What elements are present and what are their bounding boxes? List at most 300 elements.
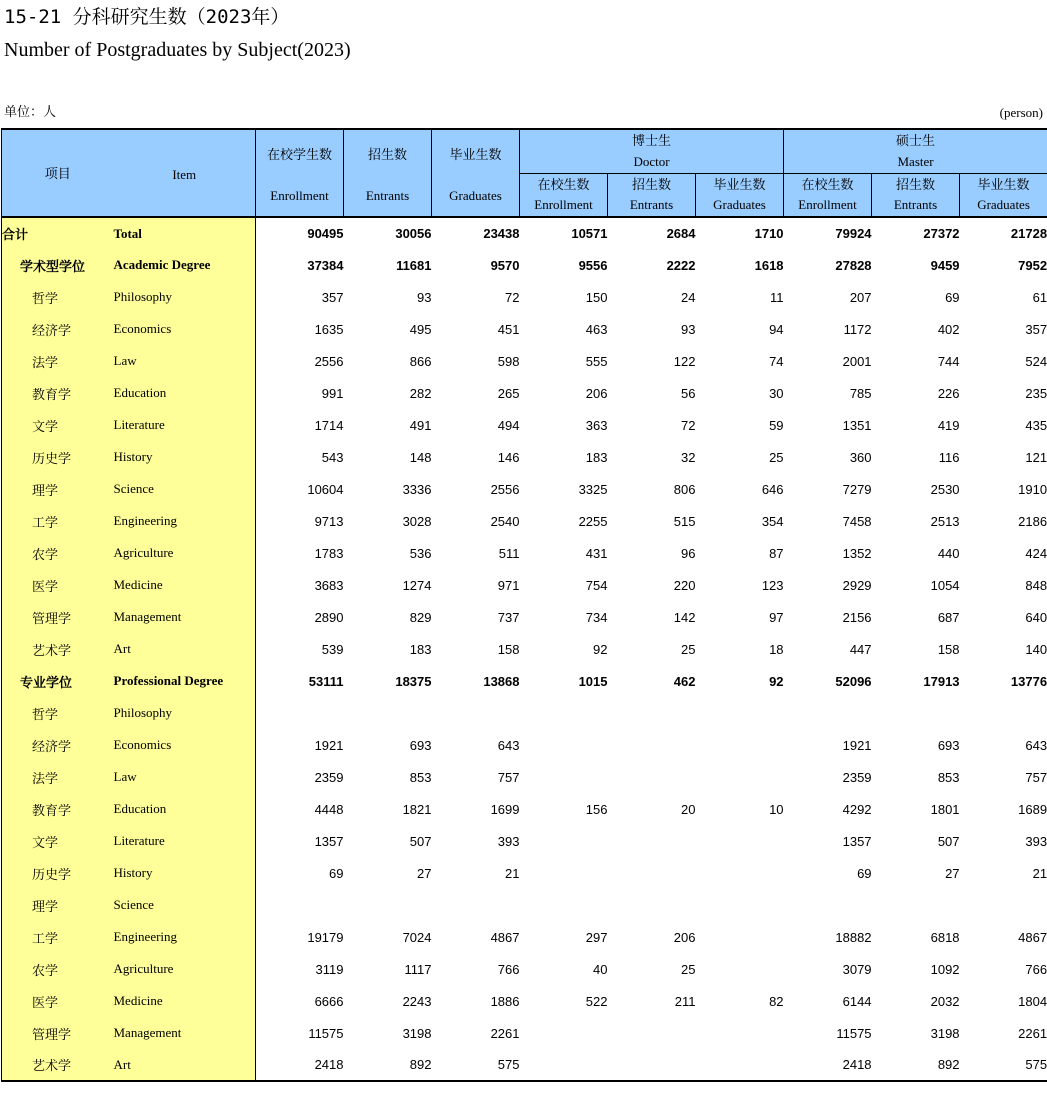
table-cell: 507 bbox=[409, 833, 432, 849]
table-cell: 757 bbox=[960, 761, 1047, 793]
table-cell: 13868 bbox=[483, 673, 520, 689]
table-cell: 431 bbox=[585, 545, 608, 561]
table-cell: 9556 bbox=[578, 257, 608, 273]
table-cell: 539 bbox=[321, 641, 344, 657]
table-cell: 11 bbox=[770, 289, 784, 305]
table-cell bbox=[608, 729, 696, 761]
table-cell: 3079 bbox=[842, 961, 872, 977]
table-cell: 9713 bbox=[314, 513, 344, 529]
row-label-en: Professional Degree bbox=[114, 665, 256, 697]
table-cell: 265 bbox=[497, 385, 520, 401]
page-subtitle: Number of Postgraduates by Subject(2023) bbox=[4, 39, 351, 61]
table-cell: 74 bbox=[769, 353, 784, 369]
table-cell: 2556 bbox=[490, 481, 520, 497]
table-cell: 435 bbox=[960, 409, 1047, 441]
table-cell: 575 bbox=[960, 1049, 1047, 1081]
table-cell: 150 bbox=[585, 289, 608, 305]
table-cell: 451 bbox=[497, 321, 520, 337]
table-cell: 25 bbox=[681, 961, 696, 977]
table-cell: 357 bbox=[960, 313, 1047, 345]
table-cell bbox=[608, 761, 696, 793]
table-cell bbox=[520, 889, 608, 921]
table-cell: 18375 bbox=[395, 673, 432, 689]
table-cell: 495 bbox=[409, 321, 432, 337]
row-label-cn: 理学 bbox=[2, 889, 114, 921]
table-cell: 23438 bbox=[483, 226, 520, 241]
table-cell: 7024 bbox=[402, 929, 432, 945]
table-cell bbox=[696, 1049, 784, 1081]
table-row bbox=[2, 569, 1047, 601]
table-cell: 991 bbox=[321, 385, 344, 401]
table-cell: 1357 bbox=[842, 833, 872, 849]
row-label-cn: 管理学 bbox=[2, 601, 114, 633]
table-cell: 7279 bbox=[842, 481, 872, 497]
table-cell: 1117 bbox=[404, 961, 432, 977]
table-cell: 56 bbox=[681, 385, 696, 401]
table-cell bbox=[520, 1017, 608, 1049]
table-cell: 785 bbox=[849, 385, 872, 401]
table-cell bbox=[256, 889, 344, 921]
table-cell: 18882 bbox=[835, 929, 872, 945]
table-cell: 9459 bbox=[930, 257, 960, 273]
row-label-en: Agriculture bbox=[114, 537, 256, 569]
row-label-en: Literature bbox=[114, 409, 256, 441]
row-label-en: Law bbox=[114, 761, 256, 793]
table-cell: 297 bbox=[585, 929, 608, 945]
table-cell: 87 bbox=[769, 545, 784, 561]
table-cell: 2513 bbox=[930, 513, 960, 529]
table-cell: 10604 bbox=[307, 481, 344, 497]
table-cell: 21728 bbox=[960, 217, 1047, 249]
row-label-en: Economics bbox=[114, 729, 256, 761]
table-cell bbox=[520, 857, 608, 889]
table-cell: 853 bbox=[937, 769, 960, 785]
table-cell: 6666 bbox=[314, 993, 344, 1009]
table-cell bbox=[696, 953, 784, 985]
table-cell: 121 bbox=[960, 441, 1047, 473]
table-cell: 744 bbox=[937, 353, 960, 369]
table-cell: 156 bbox=[585, 801, 608, 817]
table-cell: 1092 bbox=[930, 961, 960, 977]
table-row bbox=[2, 249, 1047, 281]
table-cell: 643 bbox=[960, 729, 1047, 761]
table-row bbox=[2, 505, 1047, 537]
row-label-en: Science bbox=[114, 473, 256, 505]
table-cell bbox=[696, 697, 784, 729]
table-cell: 2222 bbox=[666, 257, 696, 273]
table-cell: 1801 bbox=[930, 801, 960, 817]
unit-label-cn: 单位：人 bbox=[4, 105, 57, 120]
table-cell: 30056 bbox=[395, 226, 432, 241]
table-cell: 19179 bbox=[307, 929, 344, 945]
table-cell: 93 bbox=[417, 289, 432, 305]
table-cell: 491 bbox=[409, 417, 432, 433]
table-cell: 235 bbox=[960, 377, 1047, 409]
table-cell: 766 bbox=[497, 961, 520, 977]
row-label-en: Agriculture bbox=[114, 953, 256, 985]
table-cell: 757 bbox=[497, 769, 520, 785]
table-cell: 2929 bbox=[842, 577, 872, 593]
table-cell: 848 bbox=[960, 569, 1047, 601]
table-cell: 2418 bbox=[314, 1057, 344, 1072]
table-cell: 96 bbox=[681, 545, 696, 561]
table-cell: 59 bbox=[769, 417, 784, 433]
table-cell bbox=[696, 761, 784, 793]
table-cell: 419 bbox=[937, 417, 960, 433]
table-cell: 2186 bbox=[960, 505, 1047, 537]
table-cell: 643 bbox=[497, 737, 520, 753]
table-cell: 4867 bbox=[490, 929, 520, 945]
table-cell: 734 bbox=[585, 609, 608, 625]
header-item-en: Item bbox=[114, 129, 256, 217]
row-label-en: Medicine bbox=[114, 985, 256, 1017]
table-cell: 13776 bbox=[960, 665, 1047, 697]
table-cell: 9570 bbox=[490, 257, 520, 273]
table-cell bbox=[344, 697, 432, 729]
table-cell: 360 bbox=[849, 449, 872, 465]
table-cell: 18 bbox=[769, 641, 784, 657]
row-label-cn: 教育学 bbox=[2, 377, 114, 409]
table-cell bbox=[696, 889, 784, 921]
table-cell: 25 bbox=[769, 449, 784, 465]
table-body bbox=[2, 217, 1047, 1081]
table-cell: 363 bbox=[585, 417, 608, 433]
row-label-en: Engineering bbox=[114, 505, 256, 537]
header-doctor-enrollment: 在校生数 Enrollment bbox=[520, 173, 608, 217]
table-cell: 27372 bbox=[923, 226, 960, 241]
row-label-en: Academic Degree bbox=[114, 249, 256, 281]
table-cell: 2540 bbox=[490, 513, 520, 529]
header-item-cn: 项目 bbox=[2, 129, 114, 217]
table-cell: 2243 bbox=[402, 993, 432, 1009]
table-cell: 183 bbox=[409, 641, 432, 657]
table-cell: 2156 bbox=[842, 609, 872, 625]
table-cell bbox=[960, 697, 1047, 729]
table-cell: 37384 bbox=[307, 257, 344, 273]
row-label-en: Education bbox=[114, 793, 256, 825]
table-cell: 3119 bbox=[315, 961, 344, 977]
table-cell: 220 bbox=[673, 577, 696, 593]
table-cell: 53111 bbox=[308, 673, 344, 689]
row-label-cn: 文学 bbox=[2, 409, 114, 441]
row-label-en: Philosophy bbox=[114, 697, 256, 729]
row-label-cn: 文学 bbox=[2, 825, 114, 857]
table-cell: 892 bbox=[937, 1057, 960, 1072]
table-cell: 1172 bbox=[843, 321, 872, 337]
table-cell: 4448 bbox=[314, 801, 344, 817]
table-cell bbox=[520, 761, 608, 793]
table-cell: 646 bbox=[761, 481, 784, 497]
table-cell: 20 bbox=[681, 801, 696, 817]
table-cell: 92 bbox=[769, 673, 784, 689]
table-row bbox=[2, 217, 1047, 249]
table-cell: 2261 bbox=[960, 1017, 1047, 1049]
table-cell: 11681 bbox=[396, 257, 432, 273]
table-cell: 2556 bbox=[314, 353, 344, 369]
row-label-en: Economics bbox=[114, 313, 256, 345]
table-cell: 1357 bbox=[314, 833, 344, 849]
table-cell: 440 bbox=[937, 545, 960, 561]
row-label-cn: 哲学 bbox=[2, 697, 114, 729]
table-cell: 146 bbox=[497, 449, 520, 465]
table-cell: 93 bbox=[681, 321, 696, 337]
table-cell: 1689 bbox=[960, 793, 1047, 825]
table-cell: 515 bbox=[673, 513, 696, 529]
table-cell: 1699 bbox=[490, 801, 520, 817]
table-row bbox=[2, 313, 1047, 345]
table-cell: 1921 bbox=[842, 737, 872, 753]
row-label-en: History bbox=[114, 857, 256, 889]
row-label-cn: 医学 bbox=[2, 985, 114, 1017]
table-cell bbox=[608, 697, 696, 729]
table-cell: 3198 bbox=[402, 1025, 432, 1041]
table-cell: 207 bbox=[849, 289, 872, 305]
row-label-en: Management bbox=[114, 601, 256, 633]
row-label-cn: 管理学 bbox=[2, 1017, 114, 1049]
table-cell: 424 bbox=[960, 537, 1047, 569]
table-cell: 21 bbox=[960, 857, 1047, 889]
table-cell: 69 bbox=[857, 865, 872, 881]
row-label-cn: 学术型学位 bbox=[2, 249, 114, 281]
table-cell: 354 bbox=[761, 513, 784, 529]
table-cell: 806 bbox=[673, 481, 696, 497]
table-cell bbox=[872, 697, 960, 729]
table-cell bbox=[432, 697, 520, 729]
table-cell bbox=[784, 697, 872, 729]
table-cell: 737 bbox=[497, 609, 520, 625]
table-cell: 94 bbox=[769, 321, 784, 337]
table-row bbox=[2, 729, 1047, 761]
table-cell: 158 bbox=[937, 641, 960, 657]
table-cell: 282 bbox=[409, 385, 432, 401]
row-label-cn: 农学 bbox=[2, 953, 114, 985]
row-label-cn: 工学 bbox=[2, 921, 114, 953]
table-cell: 3028 bbox=[402, 513, 432, 529]
table-cell: 123 bbox=[761, 577, 784, 593]
table-cell: 1821 bbox=[402, 801, 432, 817]
table-cell bbox=[696, 921, 784, 953]
table-cell bbox=[256, 697, 344, 729]
table-cell: 393 bbox=[960, 825, 1047, 857]
table-row bbox=[2, 793, 1047, 825]
table-cell: 97 bbox=[769, 609, 784, 625]
table-cell: 27 bbox=[417, 865, 432, 881]
table-cell: 30 bbox=[769, 385, 784, 401]
row-label-en: Total bbox=[114, 217, 256, 249]
unit-label-en: (person) bbox=[999, 105, 1043, 120]
table-cell: 598 bbox=[497, 353, 520, 369]
postgraduates-table bbox=[1, 128, 1047, 1082]
table-cell: 69 bbox=[329, 865, 344, 881]
row-label-cn: 教育学 bbox=[2, 793, 114, 825]
table-cell bbox=[696, 729, 784, 761]
table-cell bbox=[520, 729, 608, 761]
table-cell: 1352 bbox=[842, 545, 872, 561]
table-cell: 17913 bbox=[923, 673, 960, 689]
table-cell bbox=[608, 1049, 696, 1081]
row-label-cn: 专业学位 bbox=[2, 665, 114, 697]
table-cell: 61 bbox=[960, 281, 1047, 313]
table-cell: 829 bbox=[409, 609, 432, 625]
table-cell: 1618 bbox=[754, 257, 784, 273]
table-cell: 754 bbox=[585, 577, 608, 593]
row-label-cn: 历史学 bbox=[2, 441, 114, 473]
table-cell: 2255 bbox=[578, 513, 608, 529]
table-cell: 211 bbox=[674, 993, 696, 1009]
table-cell: 3336 bbox=[402, 481, 432, 497]
table-cell: 511 bbox=[498, 545, 520, 561]
header-doctor-graduates: 毕业生数 Graduates bbox=[696, 173, 784, 217]
row-label-en: Management bbox=[114, 1017, 256, 1049]
table-cell: 555 bbox=[585, 353, 608, 369]
table-cell: 693 bbox=[937, 737, 960, 753]
header-enrollment: 在校学生数 Enrollment bbox=[256, 129, 344, 217]
table-cell: 206 bbox=[585, 385, 608, 401]
row-label-en: Medicine bbox=[114, 569, 256, 601]
table-cell bbox=[608, 1017, 696, 1049]
table-row bbox=[2, 953, 1047, 985]
table-cell: 72 bbox=[681, 417, 696, 433]
table-cell: 79924 bbox=[835, 226, 872, 241]
table-row bbox=[2, 825, 1047, 857]
page-title: 15-21 分科研究生数（2023年） bbox=[4, 6, 290, 28]
table-cell bbox=[520, 697, 608, 729]
table-cell: 52096 bbox=[835, 673, 872, 689]
table-cell: 206 bbox=[673, 929, 696, 945]
table-cell: 4292 bbox=[842, 801, 872, 817]
table-cell: 866 bbox=[409, 353, 432, 369]
table-row bbox=[2, 697, 1047, 729]
row-label-cn: 法学 bbox=[2, 761, 114, 793]
row-label-cn: 经济学 bbox=[2, 313, 114, 345]
table-cell: 393 bbox=[497, 833, 520, 849]
table-cell: 892 bbox=[409, 1057, 432, 1072]
table-cell: 2032 bbox=[930, 993, 960, 1009]
table-cell bbox=[608, 825, 696, 857]
table-cell: 25 bbox=[681, 641, 696, 657]
table-cell: 10571 bbox=[571, 226, 608, 241]
row-label-cn: 经济学 bbox=[2, 729, 114, 761]
table-cell bbox=[696, 857, 784, 889]
row-label-en: Art bbox=[114, 633, 256, 665]
table-cell: 1635 bbox=[314, 321, 344, 337]
table-cell: 536 bbox=[409, 545, 432, 561]
table-cell: 27828 bbox=[835, 257, 872, 273]
table-cell: 92 bbox=[593, 641, 608, 657]
table-cell: 183 bbox=[585, 449, 608, 465]
table-row bbox=[2, 1049, 1047, 1081]
row-label-cn: 哲学 bbox=[2, 281, 114, 313]
table-cell: 116 bbox=[938, 449, 960, 465]
table-cell: 357 bbox=[321, 289, 344, 305]
table-cell: 122 bbox=[673, 353, 696, 369]
table-cell bbox=[608, 889, 696, 921]
table-cell: 69 bbox=[945, 289, 960, 305]
table-cell: 142 bbox=[673, 609, 696, 625]
table-row bbox=[2, 761, 1047, 793]
table-row bbox=[2, 633, 1047, 665]
table-cell: 6818 bbox=[930, 929, 960, 945]
header-doctor: 博士生 Doctor bbox=[520, 129, 784, 173]
table-cell bbox=[696, 1017, 784, 1049]
row-label-cn: 医学 bbox=[2, 569, 114, 601]
table-cell: 2684 bbox=[666, 226, 696, 241]
table-cell: 7952 bbox=[960, 249, 1047, 281]
table-cell: 6144 bbox=[842, 993, 872, 1009]
table-cell: 543 bbox=[321, 449, 344, 465]
table-cell: 507 bbox=[937, 833, 960, 849]
table-cell: 148 bbox=[409, 449, 432, 465]
table-cell: 82 bbox=[769, 993, 784, 1009]
table-cell: 1886 bbox=[490, 993, 520, 1009]
table-cell: 11575 bbox=[308, 1025, 344, 1041]
row-label-en: Engineering bbox=[114, 921, 256, 953]
table-cell: 687 bbox=[937, 609, 960, 625]
table-cell: 40 bbox=[593, 961, 608, 977]
header-master-entrants: 招生数 Entrants bbox=[872, 173, 960, 217]
table-cell: 3325 bbox=[578, 481, 608, 497]
table-cell: 7458 bbox=[842, 513, 872, 529]
table-cell bbox=[432, 889, 520, 921]
header-entrants: 招生数 Entrants bbox=[344, 129, 432, 217]
table-cell: 1910 bbox=[960, 473, 1047, 505]
table-row bbox=[2, 665, 1047, 697]
table-row bbox=[2, 889, 1047, 921]
table-cell bbox=[960, 889, 1047, 921]
table-row bbox=[2, 601, 1047, 633]
table-header bbox=[2, 129, 1047, 217]
table-row bbox=[2, 473, 1047, 505]
table-row bbox=[2, 921, 1047, 953]
table-row bbox=[2, 985, 1047, 1017]
table-cell: 11575 bbox=[836, 1025, 872, 1041]
table-cell: 575 bbox=[497, 1057, 520, 1072]
table-cell bbox=[784, 889, 872, 921]
row-label-cn: 工学 bbox=[2, 505, 114, 537]
table-cell: 1804 bbox=[960, 985, 1047, 1017]
table-cell: 226 bbox=[937, 385, 960, 401]
table-cell: 462 bbox=[673, 673, 696, 689]
table-cell bbox=[608, 857, 696, 889]
table-cell: 494 bbox=[497, 417, 520, 433]
table-cell bbox=[520, 825, 608, 857]
table-cell: 3683 bbox=[314, 577, 344, 593]
table-cell: 3198 bbox=[930, 1025, 960, 1041]
table-cell: 693 bbox=[409, 737, 432, 753]
table-cell: 2418 bbox=[842, 1057, 872, 1072]
row-label-cn: 艺术学 bbox=[2, 1049, 114, 1081]
table-cell: 32 bbox=[681, 449, 696, 465]
table-row bbox=[2, 441, 1047, 473]
table-row bbox=[2, 281, 1047, 313]
table-cell: 2359 bbox=[842, 769, 872, 785]
header-master: 硕士生 Master bbox=[784, 129, 1047, 173]
row-label-cn: 合计 bbox=[2, 217, 114, 249]
table-cell: 766 bbox=[960, 953, 1047, 985]
table-cell: 524 bbox=[960, 345, 1047, 377]
table-cell: 522 bbox=[585, 993, 608, 1009]
table-cell: 463 bbox=[585, 321, 608, 337]
header-graduates: 毕业生数 Graduates bbox=[432, 129, 520, 217]
table-cell: 2890 bbox=[314, 609, 344, 625]
table-cell: 1054 bbox=[930, 577, 960, 593]
row-label-en: Literature bbox=[114, 825, 256, 857]
table-cell: 72 bbox=[505, 289, 520, 305]
table-row bbox=[2, 1017, 1047, 1049]
table-cell bbox=[520, 1049, 608, 1081]
header-doctor-entrants: 招生数 Entrants bbox=[608, 173, 696, 217]
table-cell: 1714 bbox=[314, 417, 344, 433]
